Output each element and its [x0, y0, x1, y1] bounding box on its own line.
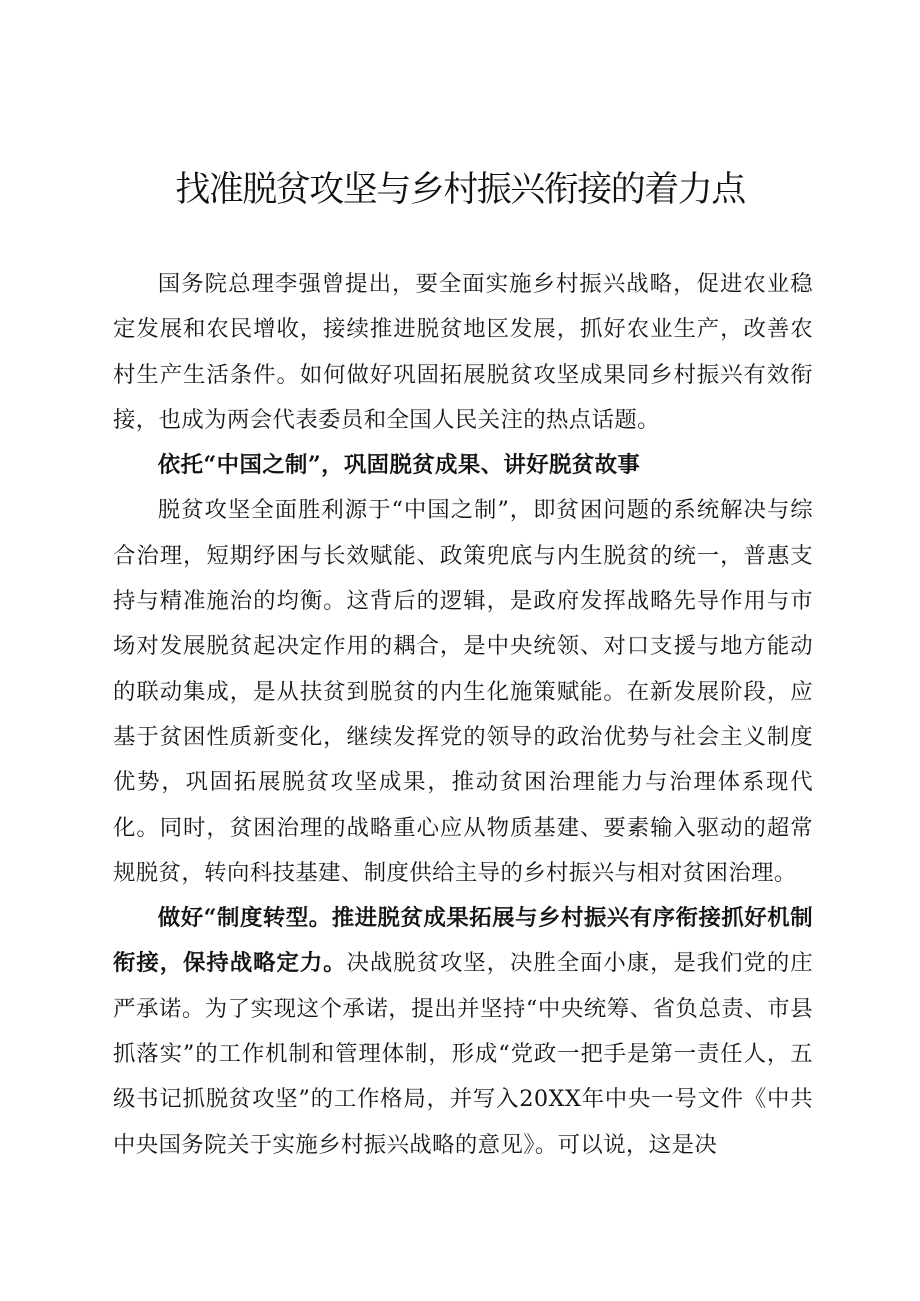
paragraph-body: 决战脱贫攻坚，决胜全面小康，是我们党的庄严承诺。为了实现这个承诺，提出并坚持“中央统筹、省负总责、市县抓落实”的工作机制和管理体制，形成“党政一把手是第一责任人，五级书记抓脱贫攻坚”的工作格局，并写入20XX年中央一号文件《中共中央国务院关于实施乡村振兴战略的意见》。可以说，这是决: [113, 950, 814, 1158]
section-heading: 依托“中国之制”，巩固脱贫成果、讲好脱贫故事: [157, 452, 641, 479]
paragraph-china-system: 脱贫攻坚全面胜利源于“中国之制”，即贫困问题的系统解决与综合治理，短期纾困与长效赋能、政策兜底与内生脱贫的统一，普惠支持与精准施治的均衡。这背后的逻辑，是政府发挥战略先导作用与市场对发展脱贫起决定作用的耦合，是中央统领、对口支援与地方能动的联动集成，是从扶贫到脱贫的内生化施策赋能。在新发展阶段，应基于贫困性质新变化，继续发挥党的领导的政治优势与社会主义制度优势，巩固拓展脱贫攻坚成果，推动贫困治理能力与治理体系现代化。同时，贫困治理的战略重心应从物质基建、要素输入驱动的超常规脱贫，转向科技基建、制度供给主导的乡村振兴与相对贫困治理。: [113, 497, 813, 886]
paragraph-bold-lead: 做好“制度转型。推进脱贫成果拓展与乡村振兴有序衔接抓好机制衔接，保持战略定力。: [113, 905, 813, 977]
document-title: 找准脱贫攻坚与乡村振兴衔接的着力点: [175, 170, 745, 210]
document-body: [113, 262, 813, 1168]
paragraph-institutional-transition: [113, 896, 813, 1168]
paragraph-intro: 国务院总理李强曾提出，要全面实施乡村振兴战略，促进农业稳定发展和农民增收，接续推进脱贫地区发展，抓好农业生产，改善农村生产生活条件。如何做好巩固拓展脱贫攻坚成果同乡村振兴有效衔接，也成为两会代表委员和全国人民关注的热点话题。: [113, 271, 813, 433]
